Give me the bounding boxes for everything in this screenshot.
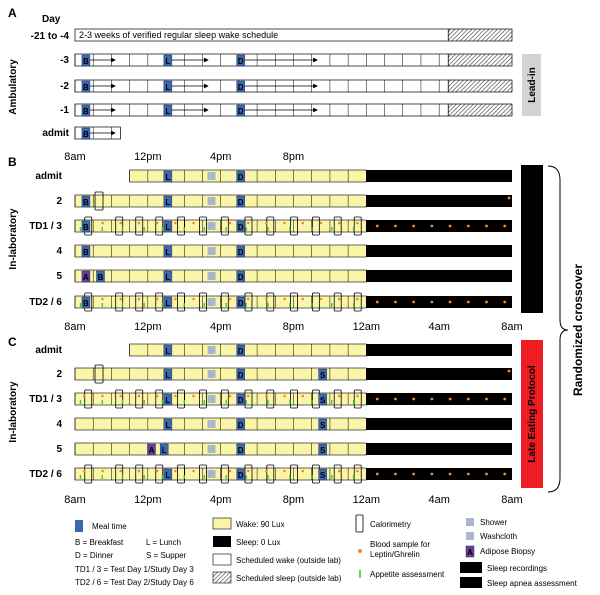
meal-letter: A <box>467 548 473 557</box>
row-label-inlab: 4 <box>56 246 62 257</box>
row-label-inlab: 2 <box>56 196 62 207</box>
meal-letter: D <box>237 471 244 480</box>
blood-sample-dot <box>412 473 415 476</box>
row-label-inlab: TD1 / 3 <box>29 221 62 232</box>
blood-sample-dot <box>301 395 304 398</box>
time-tick: 8am <box>64 151 86 163</box>
blood-sample-dot <box>119 222 122 225</box>
blood-sample-dot <box>508 370 511 373</box>
shower-icon <box>208 247 216 255</box>
meal-letter: D <box>237 173 244 182</box>
blood-sample-dot <box>376 301 379 304</box>
time-tick: 4pm <box>209 321 232 333</box>
meal-letter: L <box>165 83 171 92</box>
blood-sample-dot <box>356 395 359 398</box>
sleep-bar <box>366 220 512 232</box>
meal-letter: D <box>237 223 244 232</box>
legend-calorimetry-swatch <box>356 515 363 532</box>
blood-sample-dot <box>138 470 141 473</box>
row-label-amb: -1 <box>60 105 69 116</box>
blood-sample-dot <box>101 222 104 225</box>
late-protocol-label: Late Eating Protocol <box>527 365 538 463</box>
meal-letter: L <box>165 173 171 182</box>
meal-letter: L <box>165 421 171 430</box>
blood-sample-dot <box>508 197 511 200</box>
blood-sample-dot <box>265 298 268 301</box>
early-protocol-label: Early Eating Protocol <box>527 188 538 290</box>
legend-meal-swatch <box>75 520 83 532</box>
blood-sample-dot <box>265 395 268 398</box>
blood-sample-dot <box>449 301 452 304</box>
blood-sample-dot <box>247 222 250 225</box>
row-label-amb: -21 to -4 <box>30 31 69 42</box>
inlab-label: In-laboratory <box>8 381 19 443</box>
blood-sample-dot <box>265 222 268 225</box>
blood-sample-dot <box>485 398 488 401</box>
blood-sample-dot <box>467 225 470 228</box>
legend-td2: TD2 / 6 = Test Day 2/Study Day 6 <box>75 578 194 587</box>
meal-letter: L <box>165 57 171 66</box>
blood-sample-dot <box>174 222 177 225</box>
shower-icon <box>208 172 216 180</box>
shower-icon <box>208 272 216 280</box>
blood-sample-dot <box>119 298 122 301</box>
legend-psg-desc: Sleep recordings <box>487 564 548 573</box>
schedule-sleep-bar <box>448 29 512 41</box>
shower-icon <box>208 420 216 428</box>
meal-letter: D <box>237 299 244 308</box>
meal-letter: L <box>165 299 171 308</box>
blood-sample-dot <box>394 473 397 476</box>
schedule-text: 2-3 weeks of verified regular sleep wake schedule <box>79 30 279 40</box>
blood-sample-dot <box>156 470 159 473</box>
panel-letter-c: C <box>8 335 17 349</box>
meal-letter: A <box>83 273 89 282</box>
psg-label: PSG <box>430 272 448 281</box>
row-label-inlab: 2 <box>56 369 62 380</box>
meal-letter: S <box>319 421 326 430</box>
meal-letter: B <box>83 130 89 139</box>
blood-sample-dot <box>430 225 433 228</box>
sleep-bar <box>366 468 512 480</box>
meal-letter: A <box>148 446 155 455</box>
legend-supper: S = Supper <box>146 551 187 560</box>
blood-sample-dot <box>412 225 415 228</box>
blood-sample-dot <box>247 470 250 473</box>
sleep-bar <box>366 418 512 430</box>
blood-sample-dot <box>338 222 341 225</box>
legend-osa-key: OSA <box>462 579 480 588</box>
blood-sample-dot <box>156 298 159 301</box>
time-tick: 8am <box>64 494 86 506</box>
blood-sample-dot <box>449 225 452 228</box>
blood-sample-dot <box>503 301 506 304</box>
legend-calorimetry: Calorimetry <box>370 520 411 529</box>
blood-sample-dot <box>467 473 470 476</box>
legend-sleep-swatch <box>213 536 231 547</box>
blood-sample-dot <box>138 298 141 301</box>
legend-wake-swatch <box>213 518 231 529</box>
blood-sample-dot <box>394 301 397 304</box>
blood-sample-dot <box>174 298 177 301</box>
meal-letter: L <box>165 396 171 405</box>
meal-letter: D <box>237 83 244 92</box>
shower-icon <box>208 197 216 205</box>
blood-sample-dot <box>83 395 86 398</box>
blood-sample-dot <box>338 395 341 398</box>
legend-lunch: L = Lunch <box>146 538 182 547</box>
row-label-inlab: TD1 / 3 <box>29 394 62 405</box>
legend-wake: Wake: 90 Lux <box>236 520 285 529</box>
meal-letter: D <box>237 347 244 356</box>
blood-sample-dot <box>174 395 177 398</box>
time-tick: 8pm <box>282 151 305 163</box>
blood-sample-dot <box>412 301 415 304</box>
blood-sample-dot <box>503 473 506 476</box>
blood-sample-dot <box>265 470 268 473</box>
blood-sample-dot <box>301 222 304 225</box>
meal-letter: D <box>237 396 244 405</box>
row-label-inlab: TD2 / 6 <box>29 297 62 308</box>
blood-sample-dot <box>229 470 232 473</box>
blood-sample-dot <box>376 225 379 228</box>
row-label-amb: -3 <box>60 55 69 66</box>
time-tick: 8pm <box>282 494 305 506</box>
blood-sample-dot <box>320 298 323 301</box>
blood-sample-dot <box>174 470 177 473</box>
legend-appetite: Appetite assessment <box>370 570 445 579</box>
psg-osa-label: PSG & OSA <box>416 346 462 355</box>
ambulatory-sleep-bar <box>448 54 512 66</box>
meal-letter: L <box>165 471 171 480</box>
blood-sample-dot <box>394 398 397 401</box>
blood-sample-dot <box>192 395 195 398</box>
row-label-inlab: admit <box>35 171 62 182</box>
time-tick: 8pm <box>282 321 305 333</box>
crossover-brace <box>548 166 568 492</box>
blood-sample-dot <box>356 298 359 301</box>
shower-icon <box>208 470 216 478</box>
row-label-inlab: 5 <box>56 271 62 282</box>
meal-letter: D <box>237 248 244 257</box>
blood-sample-dot <box>301 298 304 301</box>
time-tick: 12am <box>352 494 381 506</box>
legend-sleep: Sleep: 0 Lux <box>236 538 281 547</box>
meal-letter: L <box>165 347 171 356</box>
blood-sample-dot <box>119 470 122 473</box>
blood-sample-dot <box>283 298 286 301</box>
shower-icon <box>208 445 216 453</box>
blood-sample-dot <box>430 301 433 304</box>
blood-sample-dot <box>449 473 452 476</box>
time-tick: 8am <box>64 321 86 333</box>
legend-adipose: Adipose Biopsy <box>480 547 536 556</box>
psg-osa-label: PSG & OSA <box>416 172 462 181</box>
legend-dinner: D = Dinner <box>75 551 114 560</box>
meal-letter: L <box>165 107 171 116</box>
time-tick: 12am <box>352 321 381 333</box>
meal-letter: B <box>83 107 89 116</box>
legend-blood-1: Blood sample for <box>370 540 431 549</box>
sleep-bar <box>366 245 512 257</box>
meal-letter: B <box>83 198 89 207</box>
legend-psg-key: PSG <box>462 564 480 573</box>
blood-sample-dot <box>283 222 286 225</box>
row-label-inlab: admit <box>35 345 62 356</box>
time-tick: 4pm <box>209 494 232 506</box>
row-label-inlab: 4 <box>56 419 62 430</box>
crossover-label: Randomized crossover <box>571 263 585 397</box>
shower-icon <box>208 370 216 378</box>
legend-shower: Shower <box>480 518 508 527</box>
meal-letter: B <box>97 273 104 282</box>
legend-osa-desc: Sleep apnea assessment <box>487 579 577 588</box>
time-tick: 4am <box>428 494 450 506</box>
shower-icon <box>466 518 474 526</box>
blood-sample-dot <box>192 222 195 225</box>
blood-sample-dot <box>449 398 452 401</box>
time-tick: 12pm <box>134 494 162 506</box>
ambulatory-sleep-bar <box>448 80 512 92</box>
shower-icon <box>208 346 216 354</box>
row-label-inlab: 5 <box>56 444 62 455</box>
panel-letter-a: A <box>8 6 17 20</box>
blood-sample-dot <box>192 470 195 473</box>
blood-sample-dot <box>356 470 359 473</box>
time-tick: 4pm <box>209 151 232 163</box>
sleep-bar <box>366 368 512 380</box>
blood-sample-dot <box>320 222 323 225</box>
legend-blood-swatch <box>358 549 362 553</box>
blood-sample-dot <box>283 395 286 398</box>
blood-sample-dot <box>485 473 488 476</box>
ambulatory-sleep-bar <box>448 104 512 116</box>
meal-letter: B <box>83 83 89 92</box>
blood-sample-dot <box>376 473 379 476</box>
shower-icon <box>208 298 216 306</box>
blood-sample-dot <box>338 470 341 473</box>
blood-sample-dot <box>301 470 304 473</box>
blood-sample-dot <box>229 222 232 225</box>
blood-sample-dot <box>229 395 232 398</box>
sleep-bar <box>366 195 512 207</box>
blood-sample-dot <box>430 473 433 476</box>
blood-sample-dot <box>138 395 141 398</box>
blood-sample-dot <box>156 395 159 398</box>
blood-sample-dot <box>247 298 250 301</box>
blood-sample-dot <box>467 301 470 304</box>
time-tick: 4am <box>428 321 450 333</box>
ambulatory-label: Ambulatory <box>8 59 19 115</box>
meal-letter: D <box>237 107 244 116</box>
psg-label: PSG <box>430 445 448 454</box>
blood-sample-dot <box>430 398 433 401</box>
legend-sched-sleep-swatch <box>213 572 231 583</box>
meal-letter: L <box>165 273 171 282</box>
blood-sample-dot <box>485 225 488 228</box>
sleep-bar <box>366 393 512 405</box>
meal-letter: D <box>237 57 244 66</box>
meal-letter: L <box>165 223 171 232</box>
meal-letter: S <box>319 471 326 480</box>
legend-sched-wake: Scheduled wake (outside lab) <box>236 556 341 565</box>
meal-letter: S <box>319 371 326 380</box>
meal-letter: B <box>83 223 89 232</box>
time-tick: 8am <box>501 321 523 333</box>
legend-sched-wake-swatch <box>213 554 231 565</box>
shower-icon <box>466 532 474 540</box>
shower-icon <box>208 395 216 403</box>
blood-sample-dot <box>485 301 488 304</box>
meal-letter: L <box>165 248 171 257</box>
legend-blood-2: Leptin/Ghrelin <box>370 550 420 559</box>
day-header: Day <box>42 14 61 25</box>
meal-letter: B <box>83 299 89 308</box>
blood-sample-dot <box>376 398 379 401</box>
lead-in-label: Lead-in <box>527 67 538 103</box>
blood-sample-dot <box>503 398 506 401</box>
inlab-label: In-laboratory <box>8 208 19 270</box>
blood-sample-dot <box>247 395 250 398</box>
blood-sample-dot <box>229 298 232 301</box>
meal-letter: B <box>83 57 89 66</box>
legend-sched-sleep: Scheduled sleep (outside lab) <box>236 574 342 583</box>
time-tick: 12pm <box>134 321 162 333</box>
meal-letter: D <box>237 446 244 455</box>
meal-letter: S <box>319 446 326 455</box>
blood-sample-dot <box>192 298 195 301</box>
blood-sample-dot <box>101 470 104 473</box>
meal-letter: S <box>319 396 326 405</box>
time-tick: 12pm <box>134 151 162 163</box>
blood-sample-dot <box>101 395 104 398</box>
blood-sample-dot <box>119 395 122 398</box>
legend-breakfast: B = Breakfast <box>75 538 124 547</box>
blood-sample-dot <box>467 398 470 401</box>
legend-meal-time: Meal time <box>92 522 127 531</box>
legend-washcloth: Washcloth <box>480 532 518 541</box>
blood-sample-dot <box>356 222 359 225</box>
blood-sample-dot <box>138 222 141 225</box>
meal-letter: L <box>161 446 167 455</box>
meal-letter: D <box>237 273 244 282</box>
sleep-bar <box>366 296 512 308</box>
time-tick: 8am <box>501 494 523 506</box>
blood-sample-dot <box>412 398 415 401</box>
blood-sample-dot <box>101 298 104 301</box>
blood-sample-dot <box>283 470 286 473</box>
shower-icon <box>208 222 216 230</box>
legend-td1: TD1 / 3 = Test Day 1/Study Day 3 <box>75 565 194 574</box>
row-label-inlab: TD2 / 6 <box>29 469 62 480</box>
blood-sample-dot <box>503 225 506 228</box>
meal-letter: D <box>237 421 244 430</box>
meal-letter: L <box>165 371 171 380</box>
row-label-amb: admit <box>42 128 69 139</box>
meal-letter: D <box>237 371 244 380</box>
blood-sample-dot <box>83 470 86 473</box>
meal-letter: L <box>165 198 171 207</box>
blood-sample-dot <box>394 225 397 228</box>
meal-letter: B <box>83 248 89 257</box>
blood-sample-dot <box>156 222 159 225</box>
panel-letter-b: B <box>8 155 17 169</box>
blood-sample-dot <box>338 298 341 301</box>
row-label-amb: -2 <box>60 81 69 92</box>
meal-letter: D <box>237 198 244 207</box>
